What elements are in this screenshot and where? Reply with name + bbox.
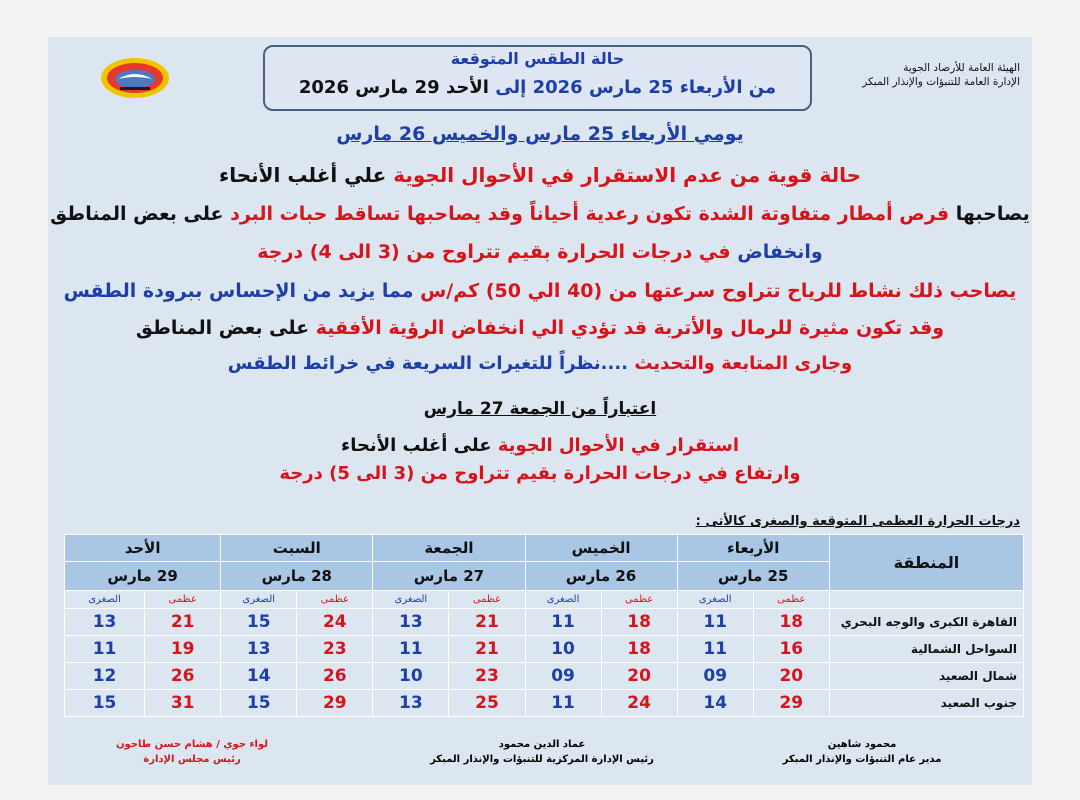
period-from: من الأربعاء 25 مارس 2026 [532, 77, 777, 98]
max-temp: 23 [297, 636, 373, 663]
signature-1: محمود شاهين مدير عام التنبؤات والإنذار المبكر [782, 739, 942, 765]
forecast-line-1: حالة قوية من عدم الاستقرار في الأحوال الجوية علي أغلب الأنحاء [218, 163, 862, 187]
max-label: عظمى [145, 591, 221, 609]
min-temp: 10 [525, 636, 601, 663]
forecast-line-2: يصاحبها فرص أمطار متفاوتة الشدة تكون رعدية أحياناً وقد يصاحبها تساقط حبات البرد على بعض المناطق [50, 203, 1030, 225]
region-name: جنوب الصعيد [829, 690, 1023, 717]
region-header: المنطقة [829, 535, 1023, 591]
forecast-period [265, 77, 810, 98]
max-temp: 20 [753, 663, 829, 690]
max-temp: 21 [449, 609, 525, 636]
max-temp: 21 [449, 636, 525, 663]
signature-3: لواء جوي / هشام حسن طاحون رئيس مجلس الإدارة [115, 739, 269, 765]
org-line-2: الإدارة العامة للتنبؤات والإنذار المبكر [862, 76, 1020, 88]
min-temp: 12 [65, 663, 145, 690]
table-row [65, 663, 1024, 690]
day-date: 26 مارس [525, 562, 677, 591]
forecast-line-3: وانخفاض في درجات الحرارة بقيم تتراوح من (3 الى 4) درجة [257, 241, 823, 263]
max-temp: 20 [601, 663, 677, 690]
max-temp: 26 [145, 663, 221, 690]
region-name: السواحل الشمالية [829, 636, 1023, 663]
organization-name [862, 61, 1020, 89]
forecast-line-7: استقرار في الأحوال الجوية على أغلب الأنحاء [341, 435, 739, 456]
min-temp: 15 [65, 690, 145, 717]
min-temp: 11 [373, 636, 449, 663]
day-date: 25 مارس [677, 562, 829, 591]
title-box [263, 45, 812, 111]
max-temp: 29 [297, 690, 373, 717]
min-temp: 14 [677, 690, 753, 717]
forecast-bulletin [48, 37, 1032, 785]
min-temp: 09 [525, 663, 601, 690]
max-temp: 19 [145, 636, 221, 663]
max-label: عظمى [297, 591, 373, 609]
max-temp: 21 [145, 609, 221, 636]
table-row [65, 609, 1024, 636]
table-row [65, 690, 1024, 717]
min-temp: 11 [677, 609, 753, 636]
min-temp: 11 [677, 636, 753, 663]
min-temp: 11 [65, 636, 145, 663]
min-temp: 11 [525, 609, 601, 636]
min-temp: 15 [221, 690, 297, 717]
max-temp: 16 [753, 636, 829, 663]
temperatures-table [64, 534, 1024, 717]
min-label: الصغرى [221, 591, 297, 609]
table-row [65, 636, 1024, 663]
forecast-line-5: وقد تكون مثيرة للرمال والأتربة قد تؤدي الي انخفاض الرؤية الأفقية على بعض المناطق [135, 317, 945, 339]
org-line-1: الهيئة العامة للأرصاد الجوية [903, 62, 1020, 74]
region-subheader-blank [829, 591, 1023, 609]
forecast-line-4: يصاحب ذلك نشاط للرياح تتراوح سرعتها من (40 الي 50) كم/س مما يزيد من الإحساس ببرودة الطقس [63, 280, 1017, 302]
max-temp: 24 [601, 690, 677, 717]
max-temp: 29 [753, 690, 829, 717]
min-temp: 13 [373, 690, 449, 717]
min-temp: 10 [373, 663, 449, 690]
page-title: حالة الطقس المتوقعة [450, 49, 625, 68]
max-temp: 18 [601, 609, 677, 636]
max-temp: 18 [753, 609, 829, 636]
meteorological-authority-logo [100, 57, 170, 99]
min-label: الصغرى [525, 591, 601, 609]
min-temp: 09 [677, 663, 753, 690]
max-temp: 26 [297, 663, 373, 690]
min-temp: 13 [65, 609, 145, 636]
max-temp: 18 [601, 636, 677, 663]
day-date: 29 مارس [65, 562, 221, 591]
day-name: السبت [221, 535, 373, 562]
region-name: شمال الصعيد [829, 663, 1023, 690]
min-temp: 15 [221, 609, 297, 636]
temperatures-heading: درجات الحرارة العظمى المتوقعة والصغرى كالأتى : [695, 514, 1020, 529]
max-label: عظمى [601, 591, 677, 609]
day-name: الخميس [525, 535, 677, 562]
day-date: 28 مارس [221, 562, 373, 591]
min-label: الصغرى [373, 591, 449, 609]
day-date: 27 مارس [373, 562, 525, 591]
max-label: عظمى [753, 591, 829, 609]
forecast-line-8: وارتفاع في درجات الحرارة بقيم تتراوح من (3 الى 5) درجة [279, 463, 801, 484]
day-name: الجمعة [373, 535, 525, 562]
forecast-line-6: وجارى المتابعة والتحديث ....نظراً للتغيرات السريعة في خرائط الطقس [227, 353, 853, 374]
max-temp: 24 [297, 609, 373, 636]
region-name: القاهرة الكبرى والوجه البحري [829, 609, 1023, 636]
period-to: الأحد 29 مارس 2026 [298, 77, 489, 98]
max-temp: 23 [449, 663, 525, 690]
from-friday-heading: اعتباراً من الجمعة 27 مارس [423, 399, 657, 419]
max-temp: 31 [145, 690, 221, 717]
signature-2: عماد الدين محمود رئيس الإدارة المركزية للتنبؤات والإنذار المبكر [430, 739, 654, 765]
period-to-word: إلى [495, 77, 527, 98]
min-temp: 11 [525, 690, 601, 717]
max-temp: 25 [449, 690, 525, 717]
min-temp: 13 [373, 609, 449, 636]
day-name: الأحد [65, 535, 221, 562]
day-name: الأربعاء [677, 535, 829, 562]
max-label: عظمى [449, 591, 525, 609]
min-label: الصغرى [65, 591, 145, 609]
days-heading: يومي الأربعاء 25 مارس والخميس 26 مارس [336, 123, 744, 145]
min-temp: 13 [221, 636, 297, 663]
min-label: الصغرى [677, 591, 753, 609]
min-temp: 14 [221, 663, 297, 690]
